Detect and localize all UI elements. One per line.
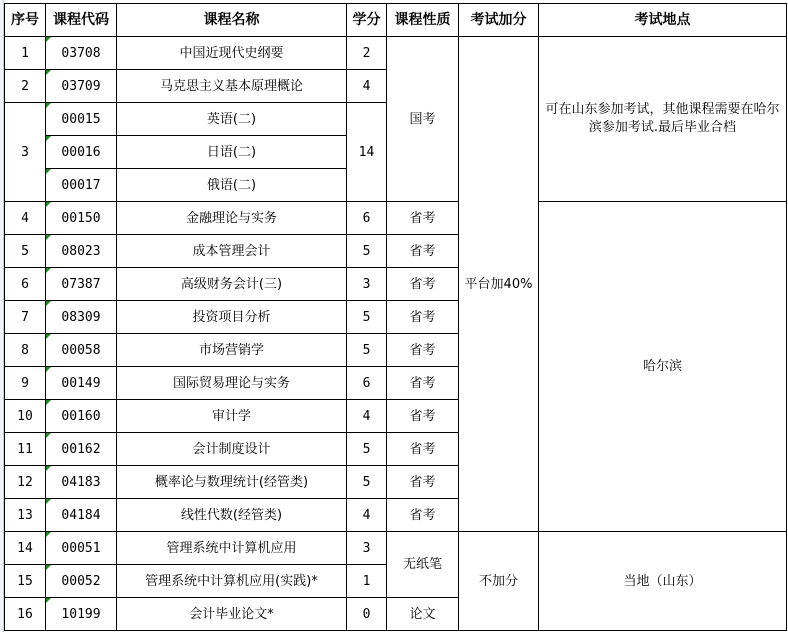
cell-credit[interactable]: 6 xyxy=(347,202,387,235)
cell-seq[interactable]: 11 xyxy=(5,433,46,466)
cell-code[interactable]: 04184 xyxy=(46,499,117,532)
cell-seq[interactable]: 2 xyxy=(5,70,46,103)
cell-name[interactable]: 高级财务会计(三) xyxy=(117,268,347,301)
cell-bonus-platform[interactable]: 平台加40% xyxy=(459,37,539,532)
table-row xyxy=(5,37,787,70)
header-row xyxy=(5,4,787,37)
cell-type[interactable]: 省考 xyxy=(387,235,459,268)
header-bonus[interactable]: 考试加分 xyxy=(459,4,539,37)
cell-credit[interactable]: 0 xyxy=(347,598,387,631)
cell-name[interactable]: 会计制度设计 xyxy=(117,433,347,466)
cell-code[interactable]: 10199 xyxy=(46,598,117,631)
header-code[interactable]: 课程代码 xyxy=(46,4,117,37)
cell-credit[interactable]: 6 xyxy=(347,367,387,400)
cell-credit[interactable]: 14 xyxy=(347,103,387,202)
cell-credit[interactable]: 5 xyxy=(347,301,387,334)
cell-type[interactable]: 省考 xyxy=(387,334,459,367)
cell-seq[interactable]: 14 xyxy=(5,532,46,565)
cell-credit[interactable]: 1 xyxy=(347,565,387,598)
cell-type[interactable]: 省考 xyxy=(387,400,459,433)
cell-seq[interactable]: 12 xyxy=(5,466,46,499)
cell-name[interactable]: 国际贸易理论与实务 xyxy=(117,367,347,400)
cell-name[interactable]: 市场营销学 xyxy=(117,334,347,367)
cell-credit[interactable]: 5 xyxy=(347,433,387,466)
cell-code[interactable]: 04183 xyxy=(46,466,117,499)
header-name[interactable]: 课程名称 xyxy=(117,4,347,37)
cell-code[interactable]: 00017 xyxy=(46,169,117,202)
cell-seq[interactable]: 3 xyxy=(5,103,46,202)
cell-code[interactable]: 07387 xyxy=(46,268,117,301)
cell-credit[interactable]: 2 xyxy=(347,37,387,70)
cell-location-harbin[interactable]: 哈尔滨 xyxy=(539,202,787,532)
cell-code[interactable]: 00058 xyxy=(46,334,117,367)
cell-name[interactable]: 俄语(二) xyxy=(117,169,347,202)
cell-name[interactable]: 概率论与数理统计(经管类) xyxy=(117,466,347,499)
cell-type[interactable]: 省考 xyxy=(387,367,459,400)
cell-credit[interactable]: 5 xyxy=(347,235,387,268)
cell-seq[interactable]: 15 xyxy=(5,565,46,598)
header-type[interactable]: 课程性质 xyxy=(387,4,459,37)
cell-code[interactable]: 00051 xyxy=(46,532,117,565)
cell-credit[interactable]: 3 xyxy=(347,532,387,565)
cell-type[interactable]: 省考 xyxy=(387,433,459,466)
course-table xyxy=(4,3,787,631)
cell-code[interactable]: 00162 xyxy=(46,433,117,466)
cell-seq[interactable]: 10 xyxy=(5,400,46,433)
cell-credit[interactable]: 5 xyxy=(347,466,387,499)
cell-credit[interactable]: 5 xyxy=(347,334,387,367)
cell-code[interactable]: 00150 xyxy=(46,202,117,235)
cell-name[interactable]: 审计学 xyxy=(117,400,347,433)
cell-code[interactable]: 08023 xyxy=(46,235,117,268)
cell-seq[interactable]: 13 xyxy=(5,499,46,532)
cell-name[interactable]: 英语(二) xyxy=(117,103,347,136)
cell-code[interactable]: 00016 xyxy=(46,136,117,169)
cell-credit[interactable]: 4 xyxy=(347,70,387,103)
cell-code[interactable]: 03709 xyxy=(46,70,117,103)
cell-type[interactable]: 省考 xyxy=(387,301,459,334)
cell-name[interactable]: 成本管理会计 xyxy=(117,235,347,268)
cell-code[interactable]: 00015 xyxy=(46,103,117,136)
cell-code[interactable]: 03708 xyxy=(46,37,117,70)
cell-bonus-none[interactable]: 不加分 xyxy=(459,532,539,631)
cell-credit[interactable]: 3 xyxy=(347,268,387,301)
table-row xyxy=(5,202,787,235)
header-seq[interactable]: 序号 xyxy=(5,4,46,37)
cell-code[interactable]: 08309 xyxy=(46,301,117,334)
cell-seq[interactable]: 7 xyxy=(5,301,46,334)
cell-name[interactable]: 会计毕业论文* xyxy=(117,598,347,631)
cell-type-paperless[interactable]: 无纸笔 xyxy=(387,532,459,598)
cell-name[interactable]: 投资项目分析 xyxy=(117,301,347,334)
cell-type-national[interactable]: 国考 xyxy=(387,37,459,202)
cell-type[interactable]: 省考 xyxy=(387,499,459,532)
cell-credit[interactable]: 4 xyxy=(347,400,387,433)
cell-seq[interactable]: 9 xyxy=(5,367,46,400)
cell-seq[interactable]: 6 xyxy=(5,268,46,301)
cell-seq[interactable]: 5 xyxy=(5,235,46,268)
cell-type[interactable]: 省考 xyxy=(387,268,459,301)
cell-name[interactable]: 线性代数(经管类) xyxy=(117,499,347,532)
cell-code[interactable]: 00160 xyxy=(46,400,117,433)
cell-seq[interactable]: 1 xyxy=(5,37,46,70)
cell-code[interactable]: 00052 xyxy=(46,565,117,598)
cell-code[interactable]: 00149 xyxy=(46,367,117,400)
cell-seq[interactable]: 4 xyxy=(5,202,46,235)
cell-credit[interactable]: 4 xyxy=(347,499,387,532)
cell-type[interactable]: 省考 xyxy=(387,466,459,499)
cell-type[interactable]: 省考 xyxy=(387,202,459,235)
cell-name[interactable]: 中国近现代史纲要 xyxy=(117,37,347,70)
cell-name[interactable]: 马克思主义基本原理概论 xyxy=(117,70,347,103)
cell-name[interactable]: 金融理论与实务 xyxy=(117,202,347,235)
table-row xyxy=(5,532,787,565)
cell-type[interactable]: 论文 xyxy=(387,598,459,631)
cell-location-local[interactable]: 当地（山东） xyxy=(539,532,787,631)
cell-seq[interactable]: 16 xyxy=(5,598,46,631)
cell-name[interactable]: 日语(二) xyxy=(117,136,347,169)
cell-seq[interactable]: 8 xyxy=(5,334,46,367)
cell-name[interactable]: 管理系统中计算机应用 xyxy=(117,532,347,565)
cell-name[interactable]: 管理系统中计算机应用(实践)* xyxy=(117,565,347,598)
header-location[interactable]: 考试地点 xyxy=(539,4,787,37)
cell-location-national[interactable]: 可在山东参加考试，其他课程需要在哈尔滨参加考试.最后毕业合档 xyxy=(539,37,787,202)
header-credit[interactable]: 学分 xyxy=(347,4,387,37)
